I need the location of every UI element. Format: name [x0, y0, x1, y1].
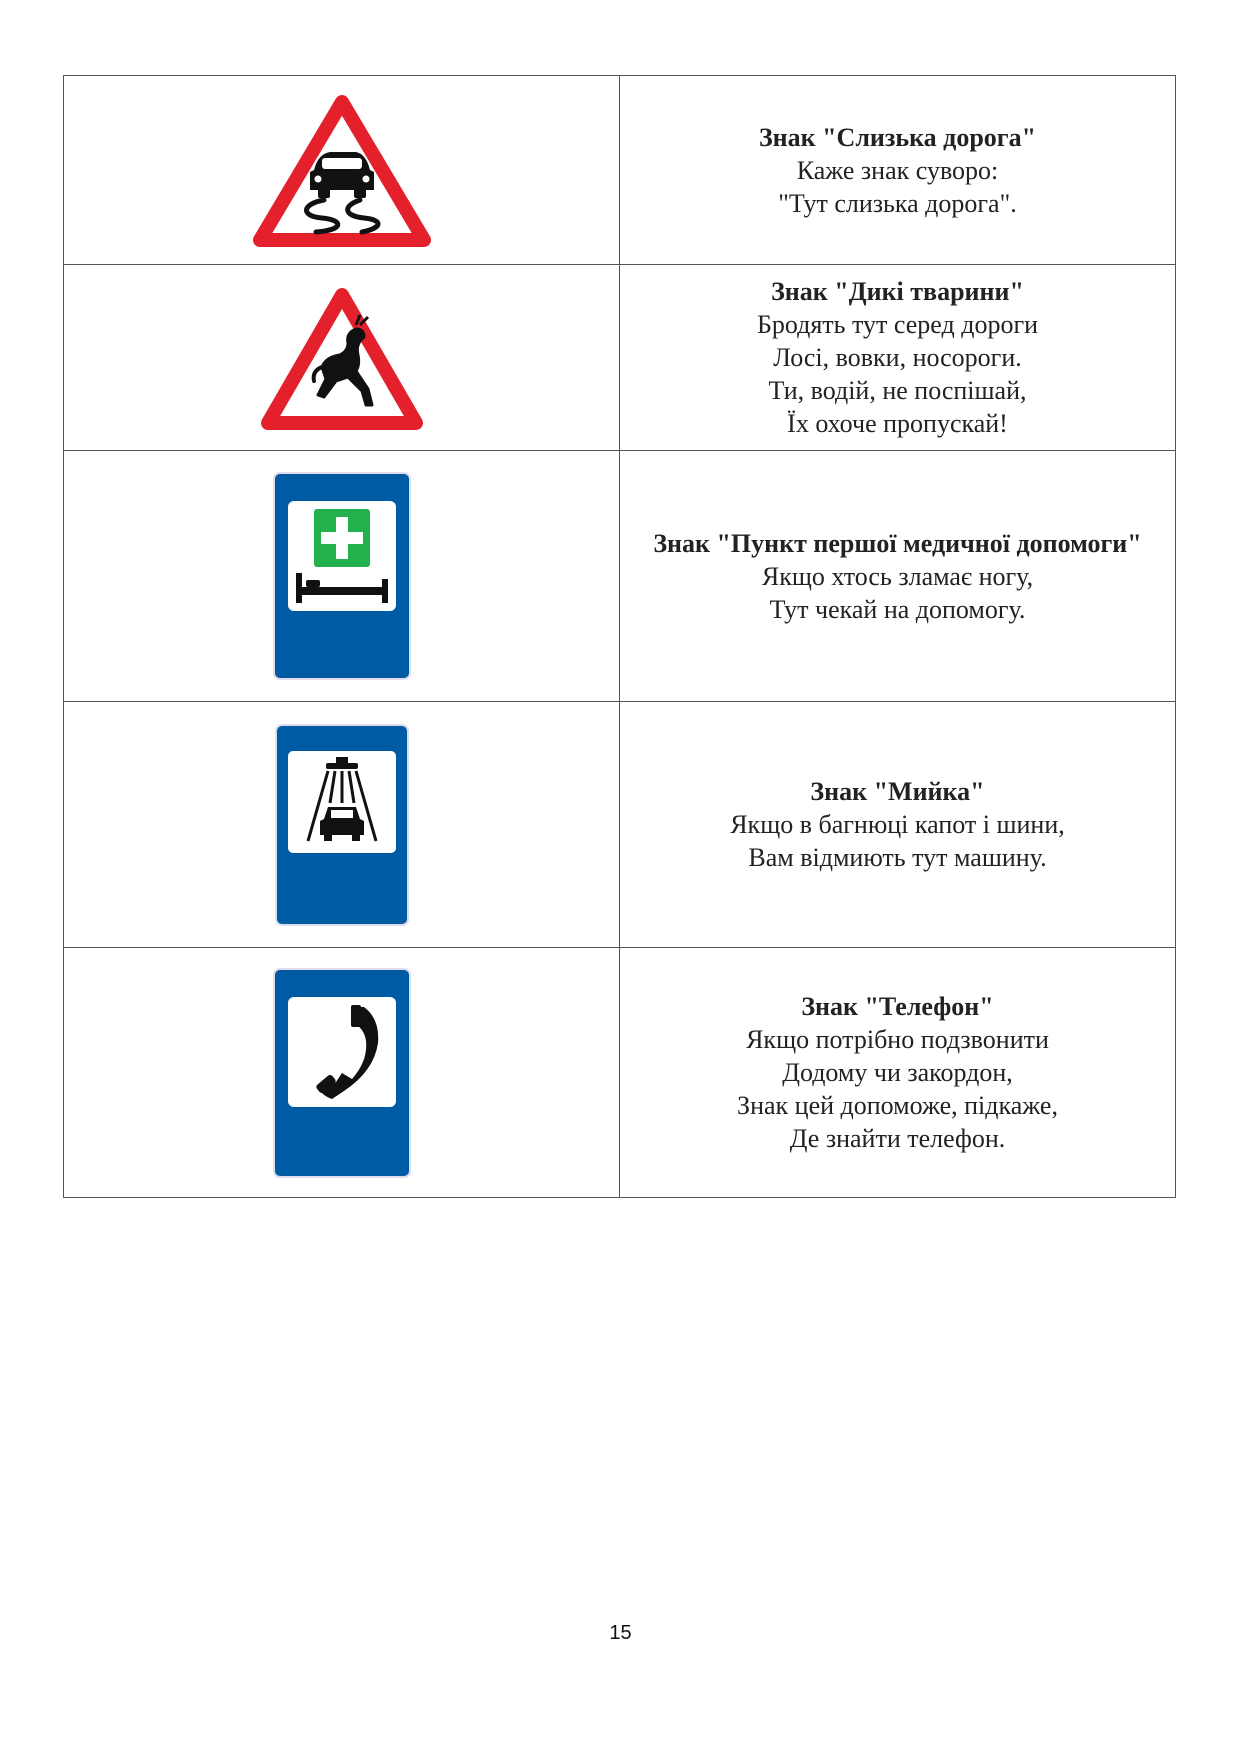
- sign-title: Знак "Телефон": [801, 992, 994, 1021]
- verse-line: Де знайти телефон.: [789, 1124, 1006, 1153]
- sign-text-cell: [620, 702, 1176, 948]
- wild-animals-sign-icon: [260, 285, 424, 431]
- verse-line: Додому чи закордон,: [782, 1058, 1013, 1087]
- sign-image-cell: [64, 702, 620, 948]
- verse-line: Ти, водій, не поспішай,: [768, 376, 1027, 405]
- sign-image-cell: [64, 265, 620, 451]
- sign-title: Знак "Мийка": [810, 777, 985, 806]
- sign-row: [64, 451, 1176, 702]
- sign-image-cell: [64, 948, 620, 1198]
- verse-line: Їх охоче пропускай!: [787, 409, 1008, 438]
- sign-image-cell: [64, 451, 620, 702]
- sign-row: [64, 76, 1176, 265]
- first-aid-sign-icon: [272, 471, 412, 681]
- sign-text-cell: [620, 265, 1176, 451]
- verse-line: Якщо в багнюці капот і шини,: [730, 810, 1065, 839]
- verse-line: Якщо хтось зламає ногу,: [761, 561, 1034, 591]
- car-wash-sign-icon: [274, 723, 410, 927]
- verse-line: Лосі, вовки, носороги.: [773, 343, 1022, 372]
- telephone-sign-icon: [272, 967, 412, 1179]
- slippery-road-sign-icon: [252, 92, 432, 248]
- sign-title: Знак "Слизька дорога": [758, 122, 1037, 152]
- sign-text-cell: [620, 76, 1176, 265]
- sign-image-cell: [64, 76, 620, 265]
- signs-table: [63, 75, 1176, 1198]
- sign-row: [64, 948, 1176, 1198]
- verse-line: Знак цей допоможе, підкаже,: [737, 1091, 1058, 1120]
- verse-line: Каже знак суворо:: [796, 155, 999, 185]
- sign-text-cell: [620, 948, 1176, 1198]
- page-number: 15: [609, 1622, 632, 1644]
- sign-title: Знак "Дикі тварини": [771, 277, 1024, 306]
- verse-line: Якщо потрібно подзвонити: [746, 1025, 1049, 1054]
- sign-row: [64, 265, 1176, 451]
- sign-text-cell: [620, 451, 1176, 702]
- verse-line: "Тут слизька дорога".: [778, 188, 1017, 218]
- verse-line: Тут чекай на допомогу.: [769, 594, 1026, 624]
- verse-line: Бродять тут серед дороги: [756, 310, 1039, 339]
- sign-title: Знак "Пункт першої медичної допомоги": [653, 528, 1142, 558]
- verse-line: Вам відмиють тут машину.: [748, 843, 1047, 872]
- sign-row: [64, 702, 1176, 948]
